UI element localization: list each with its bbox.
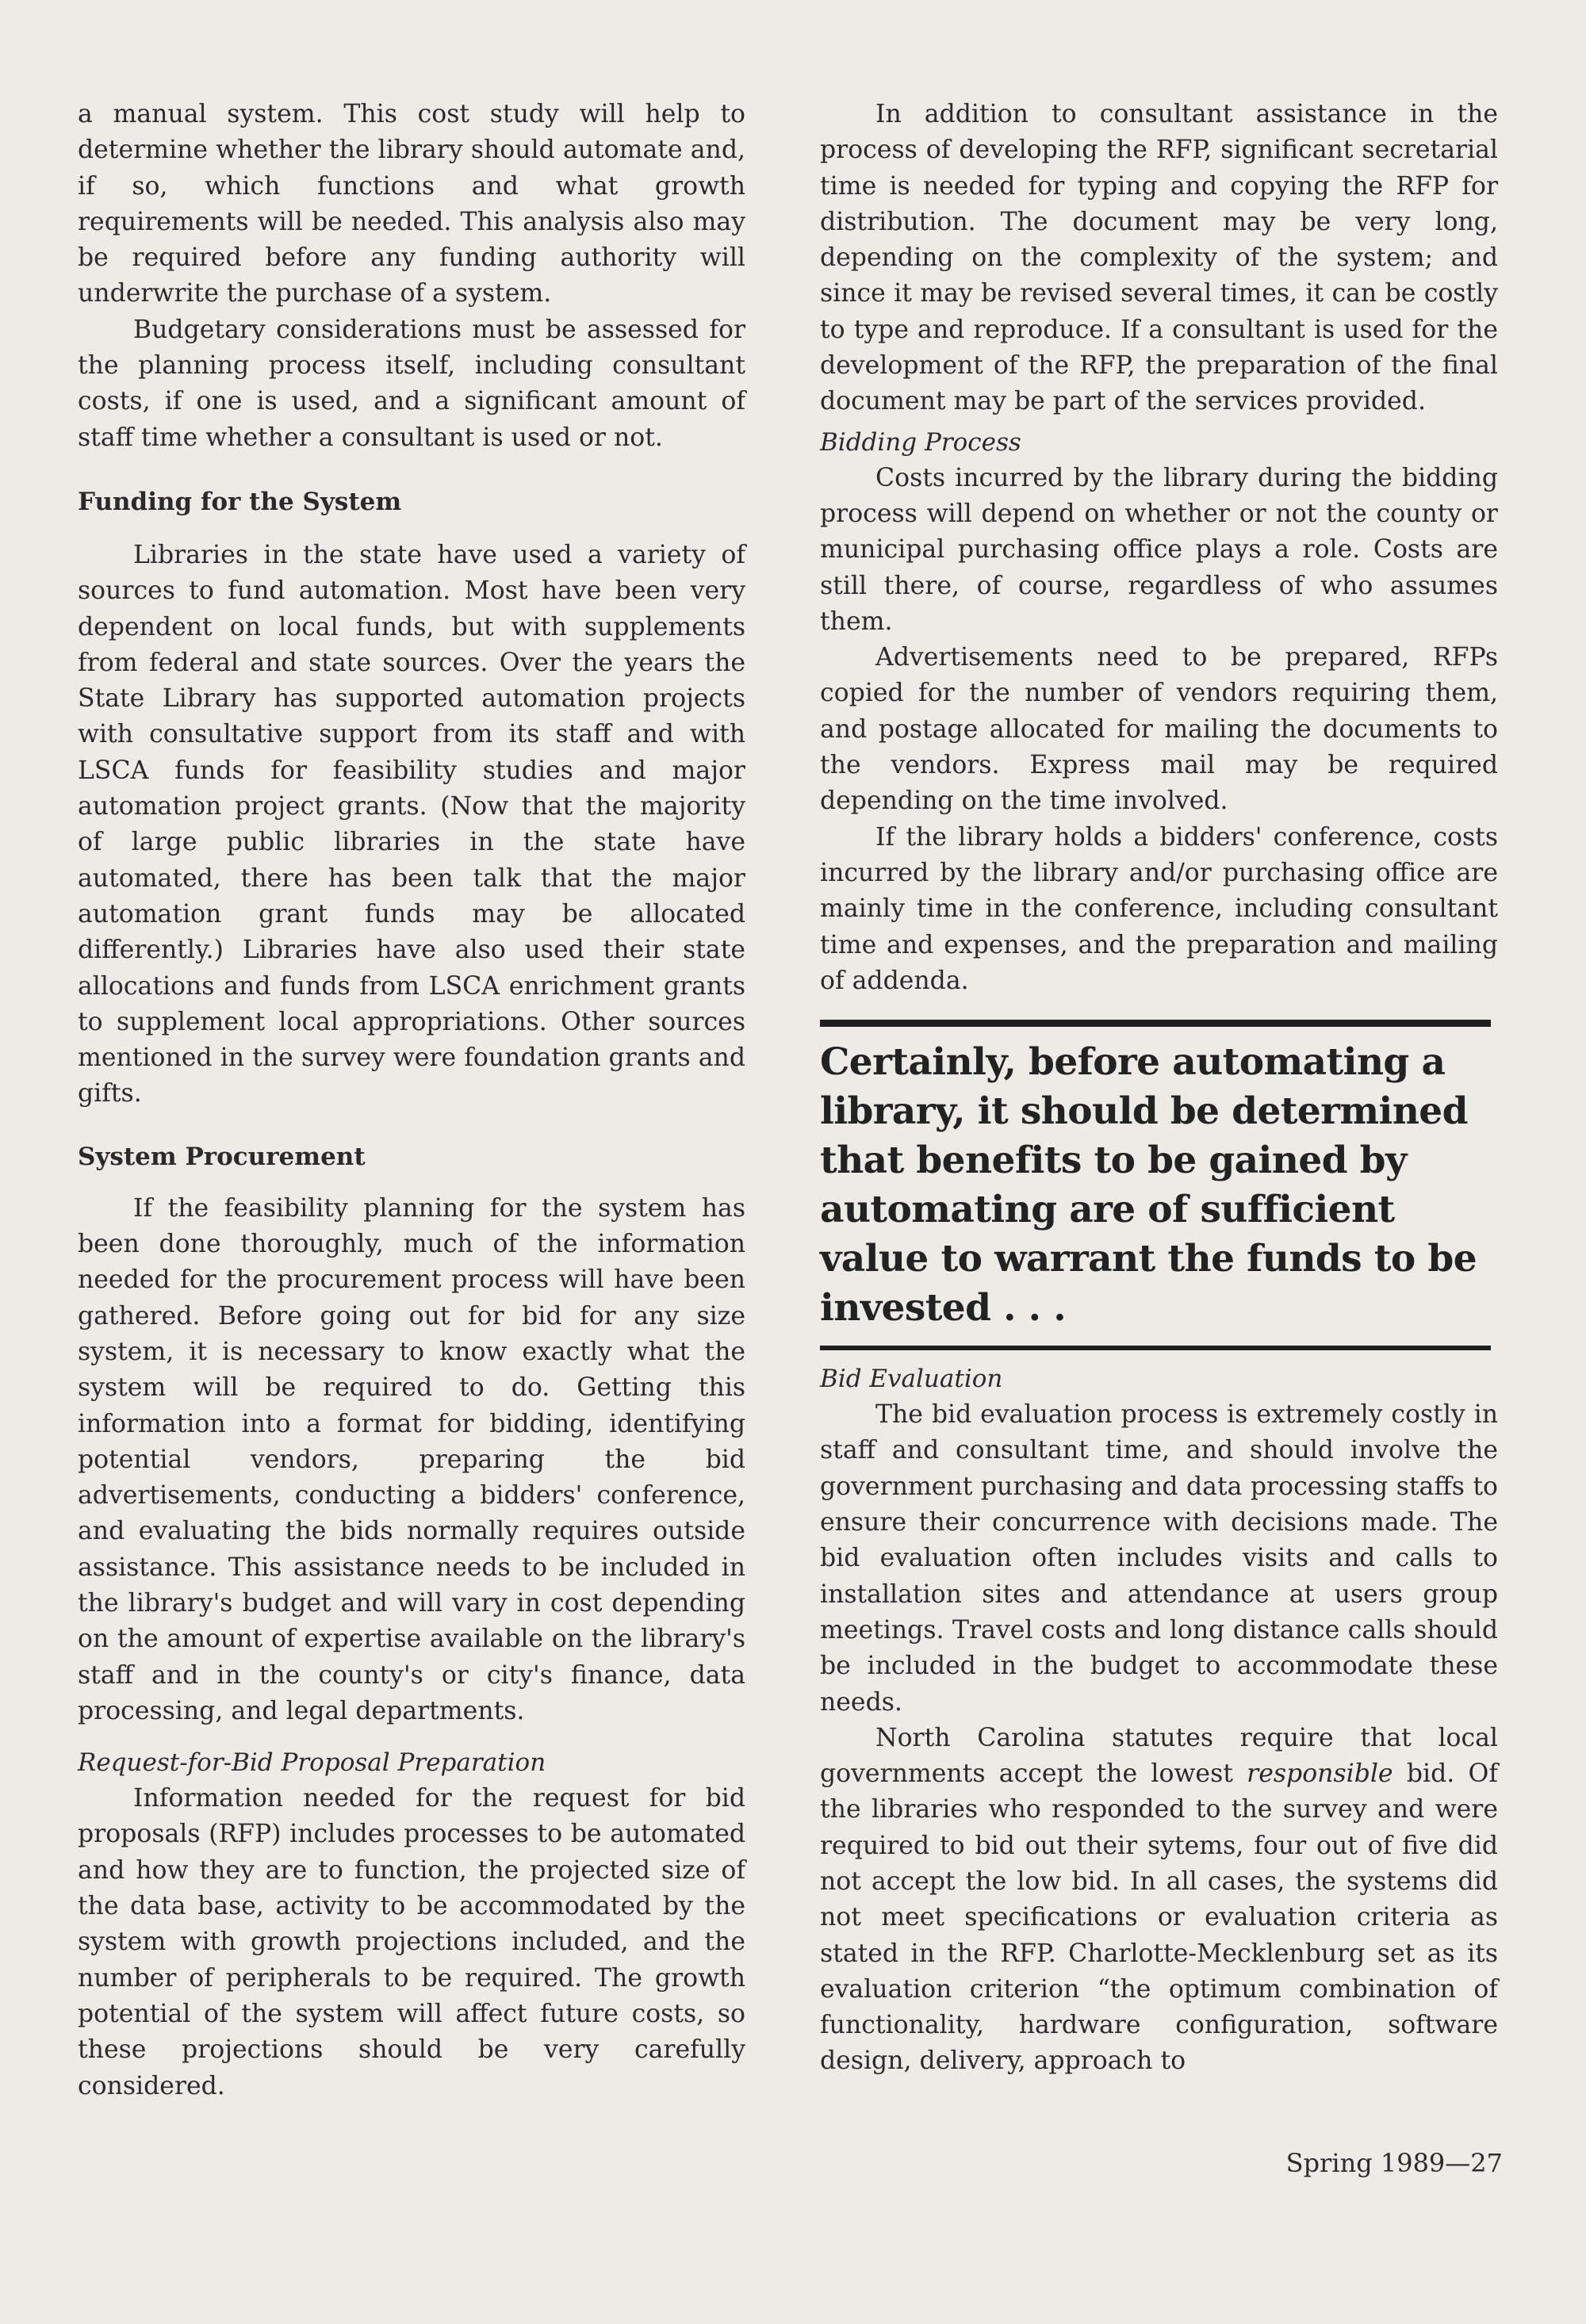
subheading-bidding: Bidding Process bbox=[820, 427, 1021, 457]
paragraph: Advertisements need to be prepared, RFPs copied for the number of vendors requiring them, and postage allocated for mailing the documents to the vendors. Express mail may be required depending on the time involved. bbox=[820, 643, 1498, 816]
emphasis-responsible: responsible bbox=[1247, 1759, 1393, 1789]
left-column bbox=[78, 97, 745, 2104]
pullquote-bottom-rule bbox=[820, 1346, 1491, 1350]
paragraph bbox=[820, 1721, 1498, 2080]
right-column bbox=[820, 97, 1498, 2080]
text-run: bid. Of the libraries who responded to the survey and were required to bid out their sytems, four out of five did not accept the low bid. In all cases, the systems did not meet specifications or evaluation criteria as stated in the RFP. Charlotte-Mecklenburg set as its evaluation criterion “the optimum combination of functionality, hardware configuration, software design, delivery, approach to bbox=[820, 1759, 1498, 2076]
paragraph: If the library holds a bidders' conference, costs incurred by the library and/or purchasing office are mainly time in the conference, including consultant time and expenses, and the preparation and mailing of addenda. bbox=[820, 822, 1498, 995]
paragraph: a manual system. This cost study will help to determine whether the library should automate and, if so, which functions and what growth requirements will be needed. This analysis also may be required before any funding authority will underwrite the purchase of a system. bbox=[78, 100, 745, 308]
paragraph: If the feasibility planning for the system has been done thoroughly, much of the information needed for the procurement process will have been gathered. Before going out for bid for any size system, it is necessary to know exactly what the system will be required to do. Getting this information into a format for bidding, identifying potential vendors, preparing the bid advertisements, conducting a bidders' conference, and evaluating the bids normally requires outside assistance. This assistance needs to be included in the library's budget and will vary in cost depending on the amount of expertise available on the library's staff and in the county's or city's finance, data processing, and legal departments. bbox=[78, 1193, 745, 1725]
subheading-rfp: Request-for-Bid Proposal Preparation bbox=[78, 1748, 546, 1778]
section-heading-procurement: System Procurement bbox=[78, 1142, 366, 1171]
paragraph: The bid evaluation process is extremely costly in staff and consultant time, and should involve the government purchasing and data processing staffs to ensure their concurrence with decisions made. The bid evaluation often includes visits and calls to installation sites and attendance at users group meetings. Travel costs and long distance calls should be included in the budget to accommodate these needs. bbox=[820, 1400, 1498, 1717]
paragraph: In addition to consultant assistance in the process of developing the RFP, significant secretarial time is needed for typing and copying the RFP for distribution. The document may be very long, depending on the complexity of the system; and since it may be revised several times, it can be costly to type and reproduce. If a consultant is used for the development of the RFP, the preparation of the final document may be part of the services provided. bbox=[820, 100, 1498, 416]
subheading-evaluation: Bid Evaluation bbox=[820, 1365, 1003, 1394]
paragraph: Information needed for the request for bid proposals (RFP) includes processes to be automated and how they are to function, the projected size of the data base, activity to be accommodated by the system with growth projections included, and the number of peripherals to be required. The growth potential of the system will affect future costs, so these projections should be very carefully considered. bbox=[78, 1784, 745, 2100]
text-run: North Carolina statutes require that local governments accept the lowest bbox=[820, 1723, 1498, 1789]
page-folio: Spring 1989—27 bbox=[1285, 2148, 1503, 2178]
paragraph: Libraries in the state have used a variety of sources to fund automation. Most have been very dependent on local funds, but with supplements from federal and state sources. Over the years the State Library has supported automation projects with consultative support from its staff and with LSCA funds for feasibility studies and major automation project grants. (Now that the majority of large public libraries in the state have automated, there has been talk that the major automation grant funds may be allocated differently.) Libraries have also used their state allocations and funds from LSCA enrichment grants to supplement local appropriations. Other sources mentioned in the survey were foundation grants and gifts. bbox=[78, 540, 745, 1108]
section-heading-funding: Funding for the System bbox=[78, 487, 402, 516]
paragraph: Budgetary considerations must be assessed for the planning process itself, including consultant costs, if one is used, and a significant amount of staff time whether a consultant is used or not. bbox=[78, 315, 745, 452]
pullquote-top-rule bbox=[820, 1020, 1491, 1027]
pullquote: Certainly, before automating a library, it should be determined that benefits to be gained by automating are of sufficient value to warrant the funds to be invested . . . bbox=[820, 1040, 1477, 1330]
paragraph: Costs incurred by the library during the bidding process will depend on whether or not the county or municipal purchasing office plays a role. Costs are still there, of course, regardless of who assumes them. bbox=[820, 463, 1498, 636]
